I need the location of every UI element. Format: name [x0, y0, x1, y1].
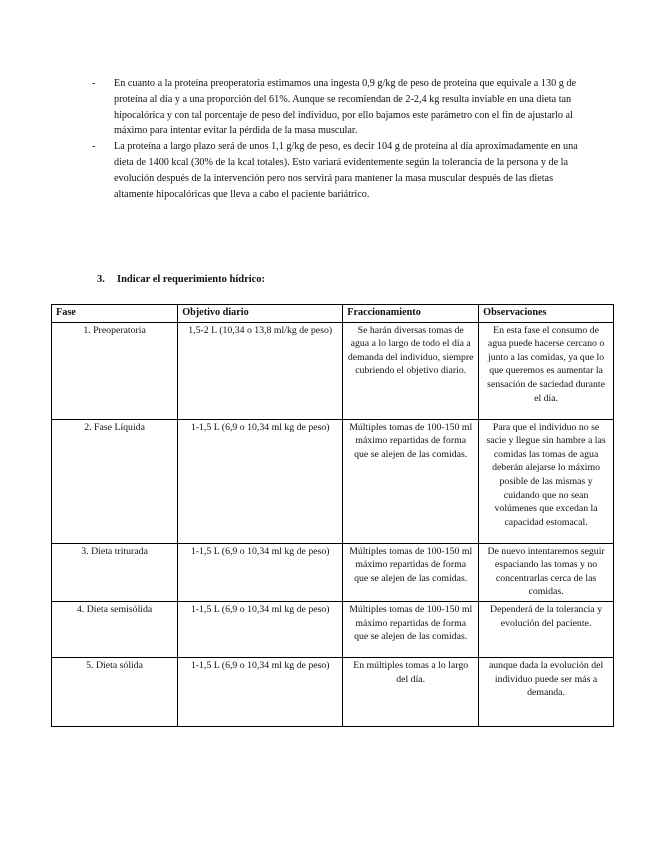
hydration-table: [51, 304, 614, 727]
bullet-item: [92, 139, 582, 202]
table-row: [52, 601, 614, 657]
bullet-list: [92, 76, 582, 202]
cell-fraccionamiento: Múltiples tomas de 100-150 ml máximo repartidas de forma que se alejen de las comidas.: [343, 419, 479, 543]
cell-observaciones: De nuevo intentaremos seguir espaciando las tomas y no concentrarlas cerca de las comidas.: [479, 543, 614, 601]
table-row: [52, 419, 614, 543]
cell-fase: 3. Dieta triturada: [52, 543, 178, 601]
cell-fraccionamiento: Múltiples tomas de 100-150 ml máximo repartidas de forma que se alejen de las comidas.: [343, 543, 479, 601]
cell-fraccionamiento: Múltiples tomas de 100-150 ml máximo repartidas de forma que se alejen de las comidas.: [343, 601, 479, 657]
cell-observaciones: En esta fase el consumo de agua puede hacerse cercano o junto a las comidas, ya que lo que queremos es aumentar la sensación de saciedad durante el día.: [479, 322, 614, 419]
header-fase: Fase: [52, 305, 178, 323]
table-row: [52, 657, 614, 726]
cell-objetivo: 1-1,5 L (6,9 o 10,34 ml kg de peso): [178, 601, 343, 657]
bullet-text: La proteína a largo plazo será de unos 1,1 g/kg de peso, es decir 104 g de proteína al día aproximadamente en una dieta de 1400 kcal (30% de la kcal totales). Esto variará evidentemente según la tolerancia de la persona y de la evolución después de la intervención pero nos servirá para mantener la masa muscular después de las dietas altamente hipocalóricas que lleva a cabo el paciente bariátrico.: [114, 141, 578, 200]
cell-objetivo: 1,5-2 L (10,34 o 13,8 ml/kg de peso): [178, 322, 343, 419]
bullet-marker: -: [92, 141, 96, 153]
cell-fase: 2. Fase Líquida: [52, 419, 178, 543]
cell-fraccionamiento: Se harán diversas tomas de agua a lo largo de todo el día a demanda del individuo, siempre cubriendo el objetivo diario.: [343, 322, 479, 419]
bullet-item: [92, 76, 582, 139]
cell-observaciones: Para que el individuo no se sacie y llegue sin hambre a las comidas las tomas de agua deberán alejarse lo máximo posible de las mismas y cuidando que no sean volúmenes que excedan la capacidad estomacal.: [479, 419, 614, 543]
header-fraccionamiento: Fraccionamiento: [343, 305, 479, 323]
bullet-marker: -: [92, 78, 96, 89]
table-row: [52, 322, 614, 419]
cell-objetivo: 1-1,5 L (6,9 o 10,34 ml kg de peso): [178, 543, 343, 601]
table-header-row: [52, 305, 614, 323]
section-number: 3.: [97, 274, 105, 285]
cell-objetivo: 1-1,5 L (6,9 o 10,34 ml kg de peso): [178, 419, 343, 543]
cell-fase: 4. Dieta semisólida: [52, 601, 178, 657]
header-observaciones: Observaciones: [479, 305, 614, 323]
cell-fase: 1. Preoperatoria: [52, 322, 178, 419]
cell-observaciones: aunque dada la evolución del individuo puede ser más a demanda.: [479, 657, 614, 726]
section-title: Indicar el requerimiento hídrico:: [117, 274, 266, 285]
section-heading: [97, 274, 265, 285]
cell-objetivo: 1-1,5 L (6,9 o 10,34 ml kg de peso): [178, 657, 343, 726]
table-row: [52, 543, 614, 601]
bullet-text: En cuanto a la proteína preoperatoria estimamos una ingesta 0,9 g/kg de peso de proteína que equivale a 130 g de proteína al día y a una proporción del 61%. Aunque se recomiendan de 2-2,4 kg resulta inviable en una dieta tan hipocalórica y con tal porcentaje de peso del individuo, por ello bajamos este parámetro con el fin de ajustarlo al máximo para intentar evitar la pérdida de la masa muscular.: [114, 78, 576, 137]
header-objetivo: Objetivo diario: [178, 305, 343, 323]
cell-observaciones: Dependerá de la tolerancia y evolución del paciente.: [479, 601, 614, 657]
cell-fase: 5. Dieta sólida: [52, 657, 178, 726]
cell-fraccionamiento: En múltiples tomas a lo largo del día.: [343, 657, 479, 726]
